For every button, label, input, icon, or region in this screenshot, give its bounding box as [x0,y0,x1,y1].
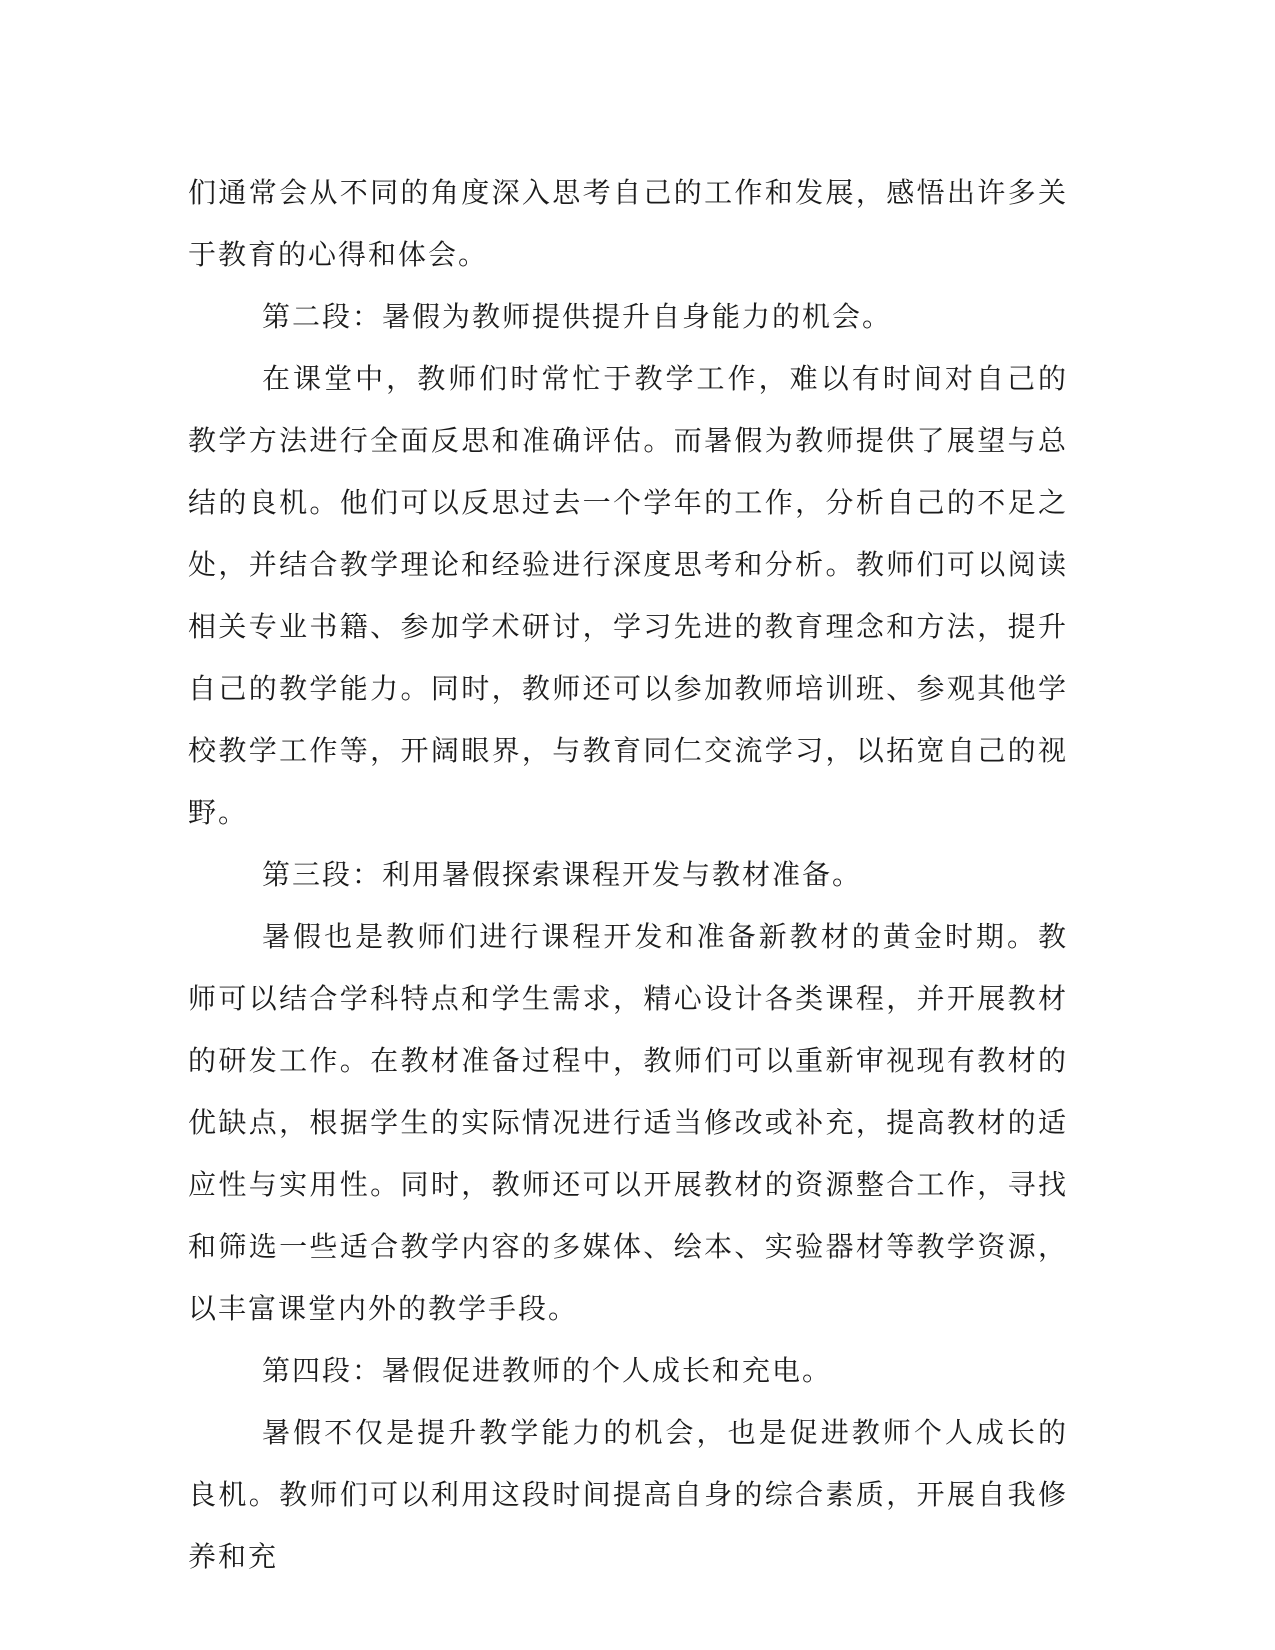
section-heading-3: 第三段：利用暑假探索课程开发与教材准备。 [262,858,863,891]
paragraph-section-4: 暑假不仅是提升教学能力的机会，也是促进教师个人成长的良机。教师们可以利用这段时间提高自身的综合素质，开展自我修养和充 [188,1416,1068,1573]
paragraph-section-2: 在课堂中，教师们时常忙于教学工作，难以有时间对自己的教学方法进行全面反思和准确评估。而暑假为教师提供了展望与总结的良机。他们可以反思过去一个学年的工作，分析自己的不足之处，并结合教学理论和经验进行深度思考和分析。教师们可以阅读相关专业书籍、参加学术研讨，学习先进的教育理念和方法，提升自己的教学能力。同时，教师还可以参加教师培训班、参观其他学校教学工作等，开阔眼界，与教育同仁交流学习，以拓宽自己的视野。 [188,362,1068,829]
section-heading-4: 第四段：暑假促进教师的个人成长和充电。 [262,1354,833,1387]
paragraph-section-3: 暑假也是教师们进行课程开发和准备新教材的黄金时期。教师可以结合学科特点和学生需求，精心设计各类课程，并开展教材的研发工作。在教材准备过程中，教师们可以重新审视现有教材的优缺点，根据学生的实际情况进行适当修改或补充，提高教材的适应性与实用性。同时，教师还可以开展教材的资源整合工作，寻找和筛选一些适合教学内容的多媒体、绘本、实验器材等教学资源，以丰富课堂内外的教学手段。 [188,920,1068,1325]
section-heading-2: 第二段：暑假为教师提供提升自身能力的机会。 [262,300,893,333]
paragraph-continuation: 们通常会从不同的角度深入思考自己的工作和发展，感悟出许多关于教育的心得和体会。 [188,176,1068,271]
text-column [188,162,1068,1588]
